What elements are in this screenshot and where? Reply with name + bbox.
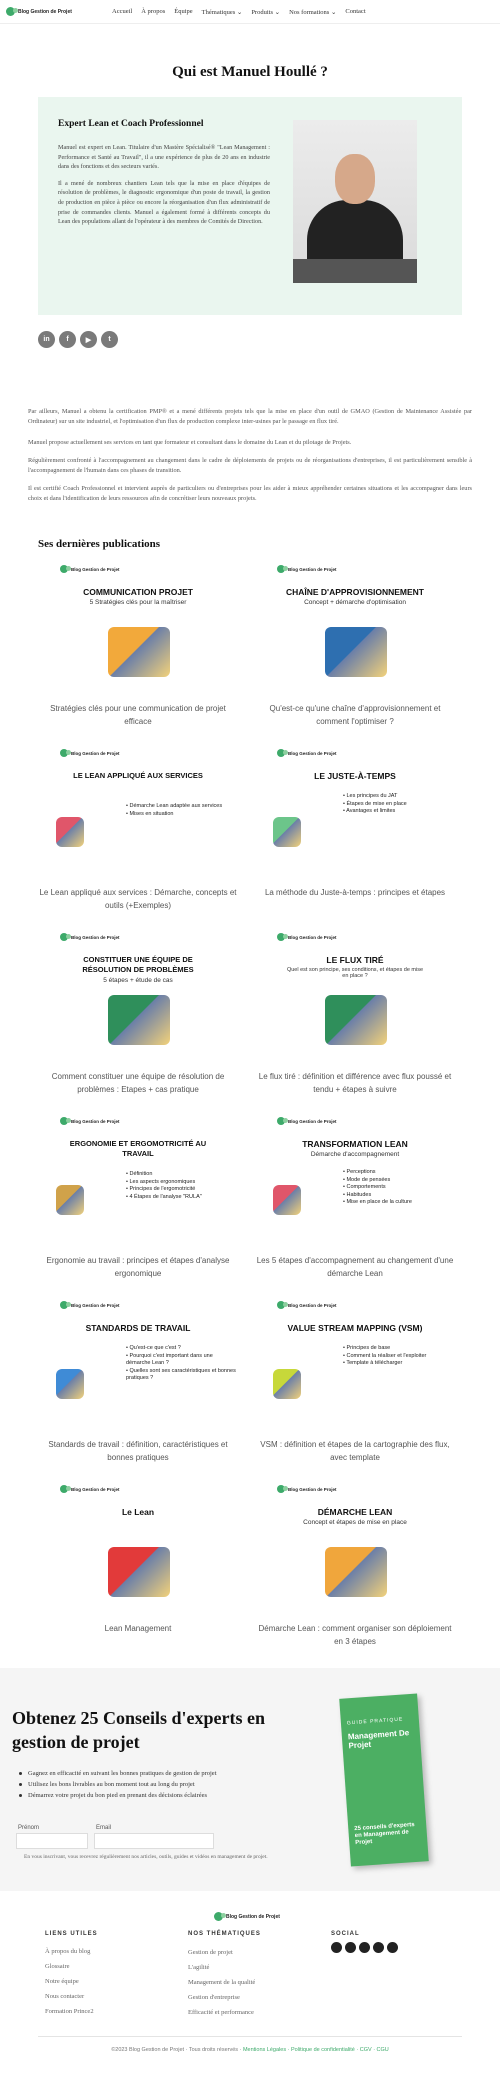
footer-link[interactable]: Formation Prince2 [45,2008,94,2015]
footer-col-title: LIENS UTILES [45,1931,98,1937]
thumbnail-list-text: Mise en place de la culture [346,1199,412,1205]
email-label: Email [96,1825,112,1831]
nav-item[interactable] [251,8,280,16]
logo-icon [60,1485,68,1493]
legal-links[interactable]: Mentions Légales · Politique de confidentialité · CGV · CGU [242,2047,389,2053]
thumbnail-list-text: Les principes du JAT [346,793,398,799]
publication-caption[interactable]: Lean Management [104,1624,172,1633]
twitter-icon[interactable]: t [101,331,118,348]
bio-paragraph: Il est certifié Coach Professionnel et intervient auprès de particuliers ou d'entreprises pour les aider à mieux appréhender certaines situations et les accompagner dans leurs choix et dans l'identification de leurs ressources afin de concrétiser leurs nouveaux projets. [28,485,472,502]
publication-caption[interactable]: VSM : définition et étapes de la cartographie des flux, avec template [260,1440,450,1462]
thumbnail-illustration [56,1185,84,1215]
thumbnail-illustration [273,1369,301,1399]
bio-paragraph: Manuel propose actuellement ses services en tant que formateur et consultant dans le domaine du Lean et du pilotage de Projets. [28,439,352,446]
thumbnail-list-text: Habitudes [346,1191,372,1198]
thumbnail-list-text: Définition [129,1171,153,1177]
publication-thumbnail [255,749,455,874]
thumbnail-list-text: Comment la réaliser et l'exploiter [346,1352,427,1359]
thumbnail-title: DÉMARCHE LEAN [317,1507,393,1517]
thumbnail-list-text: Quelles sont ses caractéristiques et bonnes pratiques ? [126,1367,236,1381]
blog-tag [277,933,337,941]
thumbnail-list [126,803,222,818]
nav-item[interactable] [174,8,192,16]
guide-book-cover: GUIDE PRATIQUE Management De Projet 25 conseils d'experts en Management de Projet [339,1693,429,1866]
nav-item[interactable] [345,8,365,16]
thumbnail-list-item: • Comportements [343,1184,386,1190]
blog-tag [277,565,337,573]
thumbnail-list [343,1169,412,1207]
publication-thumbnail [255,933,455,1058]
publication-caption[interactable]: Le flux tiré : définition et différence avec flux poussé et tendu + étapes à suivre [258,1072,452,1094]
publication-card[interactable] [255,565,455,728]
logo-icon [60,1117,68,1125]
thumbnail-list-item: • Comment la réaliser et l'exploiter [343,1352,427,1359]
logo-icon [214,1912,223,1921]
nav-item-label: Contact [345,7,366,15]
thumbnail-list-item: • Les aspects ergonomiques [126,1178,196,1185]
thumbnail-subtitle: 5 étapes + étude de cas [103,977,173,984]
publication-thumbnail [38,1117,238,1242]
logo-icon [60,1301,68,1309]
footer-col-title: SOCIAL [331,1931,360,1937]
copyright: ©2023 Blog Gestion de Projet · Tous droits réservés · Mentions Légales · Politique de confidentialité · CGV · CGU [111,2047,389,2053]
thumbnail-list-item: • Perceptions [343,1169,376,1175]
publication-thumbnail [255,1117,455,1242]
logo-icon [60,565,68,573]
first-name-input[interactable] [16,1833,88,1849]
thumbnail-title: LE LEAN APPLIQUÉ AUX SERVICES [73,771,203,780]
newsletter-bullet: Utilisez les bons livrables au bon moment tout au long du projet [18,1779,217,1790]
blog-tag-label: Blog Gestion de Projet [288,1302,337,1308]
logo-icon [6,7,15,16]
publication-card[interactable] [38,1485,238,1635]
publication-card[interactable] [255,1485,455,1648]
publication-thumbnail [255,565,455,690]
newsletter-note: En vous inscrivant, vous recevrez régulièrement nos articles, outils, guides et vidéos en management de projet. [24,1854,268,1860]
footer-link[interactable]: Notre équipe [45,1978,79,1985]
thumbnail-illustration [273,817,301,847]
blog-tag [277,1485,337,1493]
thumbnail-list-text: Qu'est-ce que c'est ? [129,1345,181,1351]
facebook-icon[interactable] [331,1942,342,1953]
nav-item-label: Thématiques [201,8,236,16]
thumbnail-subtitle: Démarche d'accompagnement [310,1151,400,1158]
youtube-icon[interactable]: ▶ [80,331,97,348]
profile-photo [293,120,417,283]
thumbnail-title: CONSTITUER UNE ÉQUIPE DE RÉSOLUTION DE PROBLÈMES [82,955,194,974]
blog-tag-label: Blog Gestion de Projet [288,566,337,572]
thumbnail-illustration [56,1369,84,1399]
thumbnail-illustration [273,1185,301,1215]
linkedin-icon[interactable]: in [38,331,55,348]
nav-item-label: Nos formations [289,8,330,16]
profile-text [58,143,270,234]
publication-card[interactable] [38,565,238,728]
thumbnail-list-text: Pourquoi c'est important dans une démarche Lean ? [126,1352,213,1366]
blog-tag-label: Blog Gestion de Projet [71,1302,120,1308]
newsletter-bullet: Gagnez en efficacité en suivant les bonnes pratiques de gestion de projet [18,1768,217,1779]
publication-card[interactable] [38,933,238,1096]
blog-tag [277,749,337,757]
chevron-down-icon: ⌄ [235,8,243,16]
publication-thumbnail [38,565,238,690]
blog-tag [60,1301,120,1309]
thumbnail-illustration [325,1547,387,1597]
footer-links-useful [45,1944,94,2019]
publication-caption[interactable]: Démarche Lean : comment organiser son déploiement en 3 étapes [258,1624,452,1646]
publication-caption[interactable]: Stratégies clés pour une communication de projet efficace [50,704,226,726]
blog-tag-label: Blog Gestion de Projet [288,934,337,940]
publication-card[interactable] [255,933,455,1096]
footer-divider [38,2036,462,2037]
nav-item-label: Produits [251,8,273,16]
newsletter-title: Obtenez 25 Conseils d'experts en gestion de projet [12,1708,265,1752]
blog-tag-label: Blog Gestion de Projet [288,750,337,756]
footer-link[interactable]: Gestion de projet [188,1949,233,1956]
nav-item[interactable] [289,8,336,16]
thumbnail-list-item: • Pourquoi c'est important dans une démarche Lean ? [126,1352,213,1366]
publications-title: Ses dernières publications [38,538,161,550]
bio-paragraph: Régulièrement confronté à l'accompagnement au changement dans le cadre de déploiements de projets ou de réorganisations d'entreprises, il est particulièrement sensible à l'accompagnement de l'humain dans ces phases de transition. [28,457,472,474]
thumbnail-subtitle: Concept et étapes de mise en place [303,1519,407,1526]
blog-tag [60,1117,120,1125]
publication-caption[interactable]: Standards de travail : définition, caractéristiques et bonnes pratiques [48,1440,228,1462]
thumbnail-list [126,1171,202,1201]
thumbnail-list-text: Mises en situation [129,810,174,817]
thumbnail-title: CHAÎNE D'APPROVISIONNEMENT [285,587,425,597]
thumbnail-list-item: • Les principes du JAT [343,793,398,799]
thumbnail-list-item: • Étapes de mise en place [343,800,407,807]
page-title: Qui est Manuel Houllé ? [172,64,328,80]
blog-tag-label: Blog Gestion de Projet [71,566,120,572]
thumbnail-list-text: Les aspects ergonomiques [129,1178,196,1185]
blog-tag [277,1117,337,1125]
thumbnail-list-text: Étapes de mise en place [346,800,407,807]
linkedin-icon[interactable] [373,1942,384,1953]
thumbnail-illustration [325,995,387,1045]
thumbnail-list-text: 4 Étapes de l'analyse "RULA" [129,1193,202,1200]
thumbnail-list [343,793,407,816]
thumbnail-list-item: • Habitudes [343,1191,372,1198]
profile-socials [38,331,118,348]
thumbnail-illustration [108,1547,170,1597]
logo-icon [277,1301,285,1309]
bio-paragraph: Par ailleurs, Manuel a obtenu la certification PMP® et a mené différents projets tels que la mise en place d'un outil de GMAO (Gestion de Maintenance Assistée par Ordinateur) sur un site industriel, et l'optimisation d'un flux de production complexe inter-usines par le passage en flux tiré. [28,408,472,425]
publication-thumbnail [255,1301,455,1426]
thumbnail-list [126,1345,238,1383]
thumbnail-list-item: • 4 Étapes de l'analyse "RULA" [126,1193,202,1200]
blog-tag [60,933,120,941]
thumbnail-list-text: Template à télécharger [346,1360,403,1366]
logo-icon [277,749,285,757]
publication-card[interactable] [38,1117,238,1280]
footer-link[interactable]: Gestion d'entreprise [188,1994,240,2001]
thumbnail-illustration [325,627,387,677]
profile-role: Expert Lean et Coach Professionnel [58,119,204,129]
thumbnail-list-text: Principes de base [346,1345,391,1351]
blog-tag-label: Blog Gestion de Projet [288,1118,337,1124]
thumbnail-title: VALUE STREAM MAPPING (VSM) [287,1323,423,1333]
logo-icon [277,933,285,941]
thumbnail-title: COMMUNICATION PROJET [83,587,193,597]
publication-thumbnail [38,1301,238,1426]
publication-caption[interactable]: Le Lean appliqué aux services : Démarche, concepts et outils (+Exemples) [39,888,237,910]
youtube-icon[interactable] [359,1942,370,1953]
thumbnail-list-text: Comportements [346,1184,386,1190]
publication-caption[interactable]: La méthode du Juste-à-temps : principes et étapes [264,888,446,897]
thumbnail-list-item: • Démarche Lean adaptée aux services [126,803,223,809]
publication-thumbnail [255,1485,455,1610]
thumbnail-list-text: Avantages et limites [346,808,396,814]
newsletter-bullet: Démarrez votre projet du bon pied en prenant des décisions éclairées [18,1790,217,1801]
thumbnail-title: LE FLUX TIRÉ [326,955,384,965]
twitter-icon[interactable] [345,1942,356,1953]
publication-thumbnail [38,749,238,874]
blog-tag [60,565,120,573]
publication-caption[interactable]: Ergonomie au travail : principes et étapes d'analyse ergonomique [46,1256,230,1278]
thumbnail-list-item: • Principes de base [343,1345,391,1351]
thumbnail-list-item: • Définition [126,1171,153,1177]
nav-item-label: Équipe [174,7,193,15]
facebook-icon[interactable]: f [59,331,76,348]
nav-item[interactable] [112,8,132,16]
blog-tag-label: Blog Gestion de Projet [71,750,120,756]
publication-thumbnail [38,1485,238,1610]
logo-icon [277,1117,285,1125]
publication-thumbnail [38,933,238,1058]
logo-icon [277,1485,285,1493]
footer-link[interactable]: Management de la qualité [188,1979,256,1986]
profile-paragraph: Il a mené de nombreux chantiers Lean tels que la mise en place d'équipes de résolution de problèmes, le diagnostic ergonomique d'un poste de travail, la gestion de production en pièce à pièce ou encore la réorganisation d'un flux administratif de prise de commandes clients. Manuel a également formé à différents concepts du Lean des populations allant de l'opérateur à des membres de Comités de Direction. [58,179,270,226]
chevron-down-icon: ⌄ [329,8,337,16]
publication-caption[interactable]: Qu'est-ce qu'une chaîne d'approvisionnement et comment l'optimiser ? [269,704,441,726]
thumbnail-list-text: Démarche Lean adaptée aux services [129,803,223,809]
blog-tag [277,1301,337,1309]
chevron-down-icon: ⌄ [272,8,281,16]
instagram-icon[interactable] [387,1942,398,1953]
thumbnail-list-text: Mode de pensées [346,1176,391,1183]
nav-item-label: Accueil [112,7,133,15]
blog-tag [60,1485,120,1493]
thumbnail-subtitle: 5 Stratégies clés pour la maîtriser [89,599,187,606]
publication-caption[interactable]: Les 5 étapes d'accompagnement au changement d'une démarche Lean [256,1256,454,1278]
publication-card[interactable] [255,1301,455,1464]
logo-icon [60,933,68,941]
footer-link[interactable]: Nous contacter [45,1993,85,2000]
footer-logo[interactable]: Blog Gestion de Projet [214,1912,280,1921]
thumbnail-illustration [56,817,84,847]
publication-card[interactable] [255,1117,455,1280]
thumbnail-list-item: • Qu'est-ce que c'est ? [126,1345,181,1351]
nav-item[interactable] [202,8,243,16]
footer-link[interactable]: À propos du blog [45,1948,91,1955]
thumbnail-subtitle: Quel est son principe, ses conditions, et étapes de mise en place ? [286,967,424,979]
nav-item-label: À propos [141,7,166,15]
thumbnail-list-item: • Mises en situation [126,810,174,817]
logo-icon [60,749,68,757]
blog-tag [60,749,120,757]
footer-links-themes [188,1945,255,2020]
logo-icon [277,565,285,573]
thumbnail-subtitle: Concept + démarche d'optimisation [304,599,406,606]
footer-link[interactable]: Efficacité et performance [188,2009,254,2016]
footer-col-title: NOS THÉMATIQUES [188,1931,261,1937]
main-nav [112,8,366,16]
thumbnail-list-item: • Principes de l'ergomotricité [126,1186,196,1192]
thumbnail-list-text: Perceptions [346,1169,376,1175]
thumbnail-illustration [108,995,170,1045]
profile-card [38,97,462,315]
blog-tag-label: Blog Gestion de Projet [71,1118,120,1124]
publication-card[interactable] [38,749,238,912]
newsletter-bullets [18,1768,217,1801]
thumbnail-list-item: • Avantages et limites [343,808,396,814]
thumbnail-illustration [108,627,170,677]
thumbnail-list-item: • Mise en place de la culture [343,1199,412,1205]
footer-link[interactable]: Glossaire [45,1963,70,1970]
thumbnail-list-item: • Quelles sont ses caractéristiques et bonnes pratiques ? [126,1367,236,1381]
blog-tag-label: Blog Gestion de Projet [71,1486,120,1492]
thumbnail-title: ERGONOMIE ET ERGOMOTRICITÉ AU TRAVAIL [69,1139,207,1158]
footer-link[interactable]: L'agilité [188,1964,210,1971]
thumbnail-list-item: • Mode de pensées [343,1176,391,1183]
email-input[interactable] [94,1833,214,1849]
thumbnail-list-item: • Template à télécharger [343,1360,403,1366]
site-logo[interactable]: Blog Gestion de Projet [6,7,106,16]
thumbnail-title: Le Lean [121,1507,155,1517]
blog-tag-label: Blog Gestion de Projet [71,934,120,940]
profile-paragraph: Manuel est expert en Lean. Titulaire d'un Mastère Spécialisé® "Lean Management : Performance et Santé au Travail", il a une expérience de plus de 20 ans en industrie dans des fonctions et des secteurs variés. [58,144,270,171]
newsletter-section [0,1668,500,1891]
thumbnail-list-text: Principes de l'ergomotricité [129,1186,196,1192]
thumbnail-title: LE JUSTE-À-TEMPS [314,771,396,781]
footer-socials [331,1942,398,1953]
site-header [0,0,500,24]
publication-caption[interactable]: Comment constituer une équipe de résolution de problèmes : Etapes + cas pratique [51,1072,225,1094]
publication-card[interactable] [38,1301,238,1464]
nav-item[interactable] [141,8,165,16]
thumbnail-title: TRANSFORMATION LEAN [302,1139,408,1149]
thumbnail-title: STANDARDS DE TRAVAIL [85,1323,191,1333]
publication-card[interactable] [255,749,455,899]
blog-tag-label: Blog Gestion de Projet [288,1486,337,1492]
first-name-label: Prénom [18,1825,40,1831]
thumbnail-list [343,1345,426,1368]
